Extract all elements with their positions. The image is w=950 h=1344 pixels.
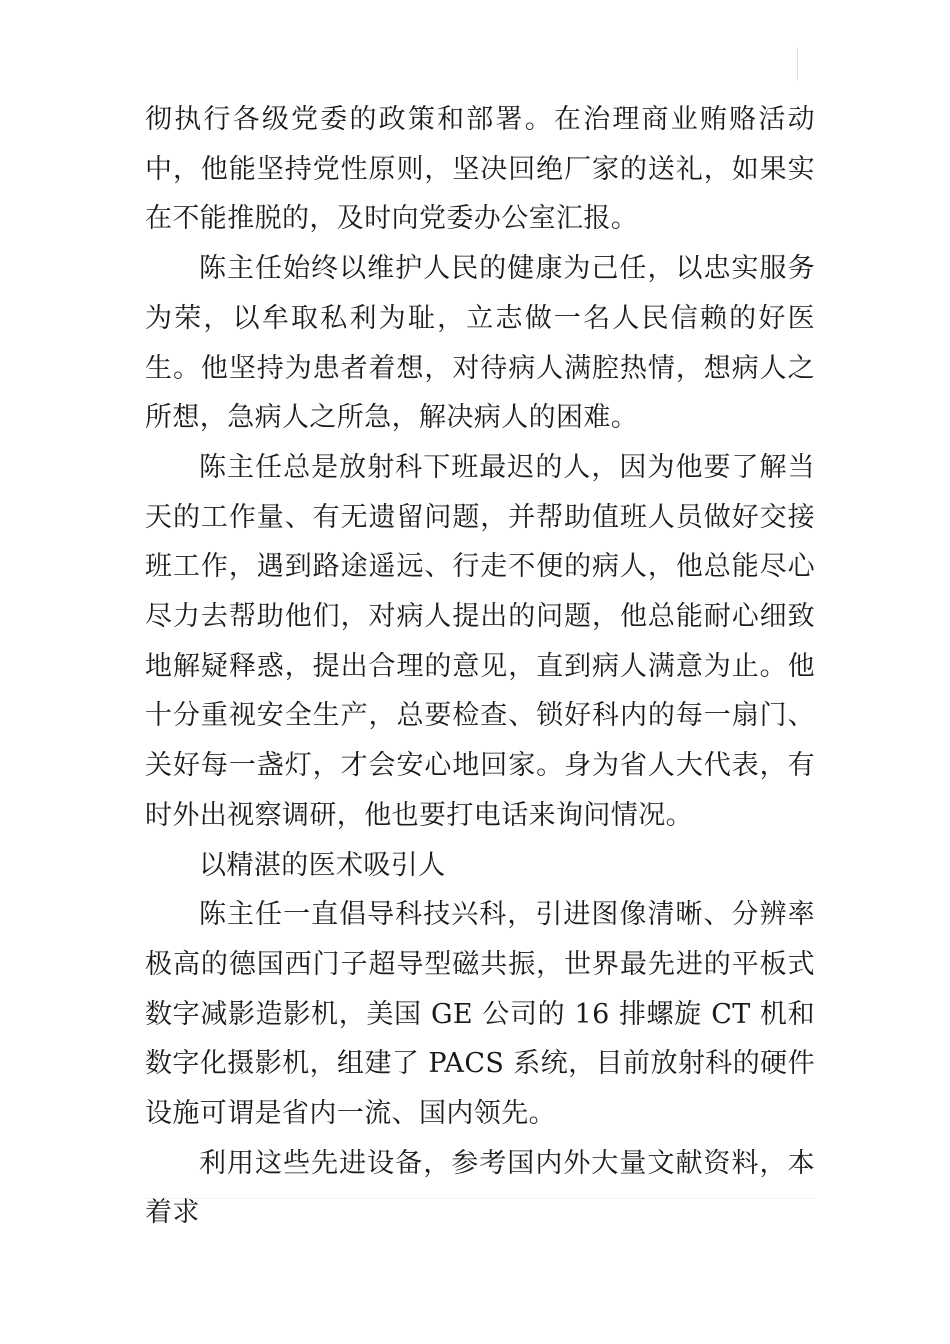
paragraph-patient-service: 陈主任始终以维护人民的健康为己任，以忠实服务为荣，以牟取私利为耻，立志做一名人民信赖的好医生。他坚持为患者着想，对待病人满腔热情，想病人之所想，急病人之所急，解决病人的困难。 [145,253,815,434]
section-heading: 以精湛的医术吸引人 [199,849,446,881]
paragraph-equipment: 陈主任一直倡导科技兴科，引进图像清晰、分辨率极高的德国西门子超导型磁共振，世界最先进的平板式数字减影造影机，美国 GE 公司的 16 排螺旋 CT 机和数字化摄影机，组建了 PACS 系统，目前放射科的硬件设施可谓是省内一流、国内领先。 [145,899,815,1130]
page-footer-line [145,1198,815,1200]
document-body [145,95,815,1238]
paragraph-continuation: 彻执行各级党委的政策和部署。在治理商业贿赂活动中，他能坚持党性原则，坚决回绝厂家的送礼，如果实在不能推脱的，及时向党委办公室汇报。 [145,104,815,235]
paragraph-daily-work: 陈主任总是放射科下班最迟的人，因为他要了解当天的工作量、有无遗留问题，并帮助值班人员做好交接班工作，遇到路途遥远、行走不便的病人，他总能尽心尽力去帮助他们，对病人提出的问题，他总能耐心细致地解疑释惑，提出合理的意见，直到病人满意为止。他十分重视安全生产，总要检查、锁好科内的每一扇门、关好每一盏灯，才会安心地回家。身为省人大代表，有时外出视察调研，他也要打电话来询问情况。 [145,451,815,831]
paragraph-research: 利用这些先进设备，参考国内外大量文献资料，本着求 [145,1147,815,1229]
page-edge-mark [797,47,798,81]
